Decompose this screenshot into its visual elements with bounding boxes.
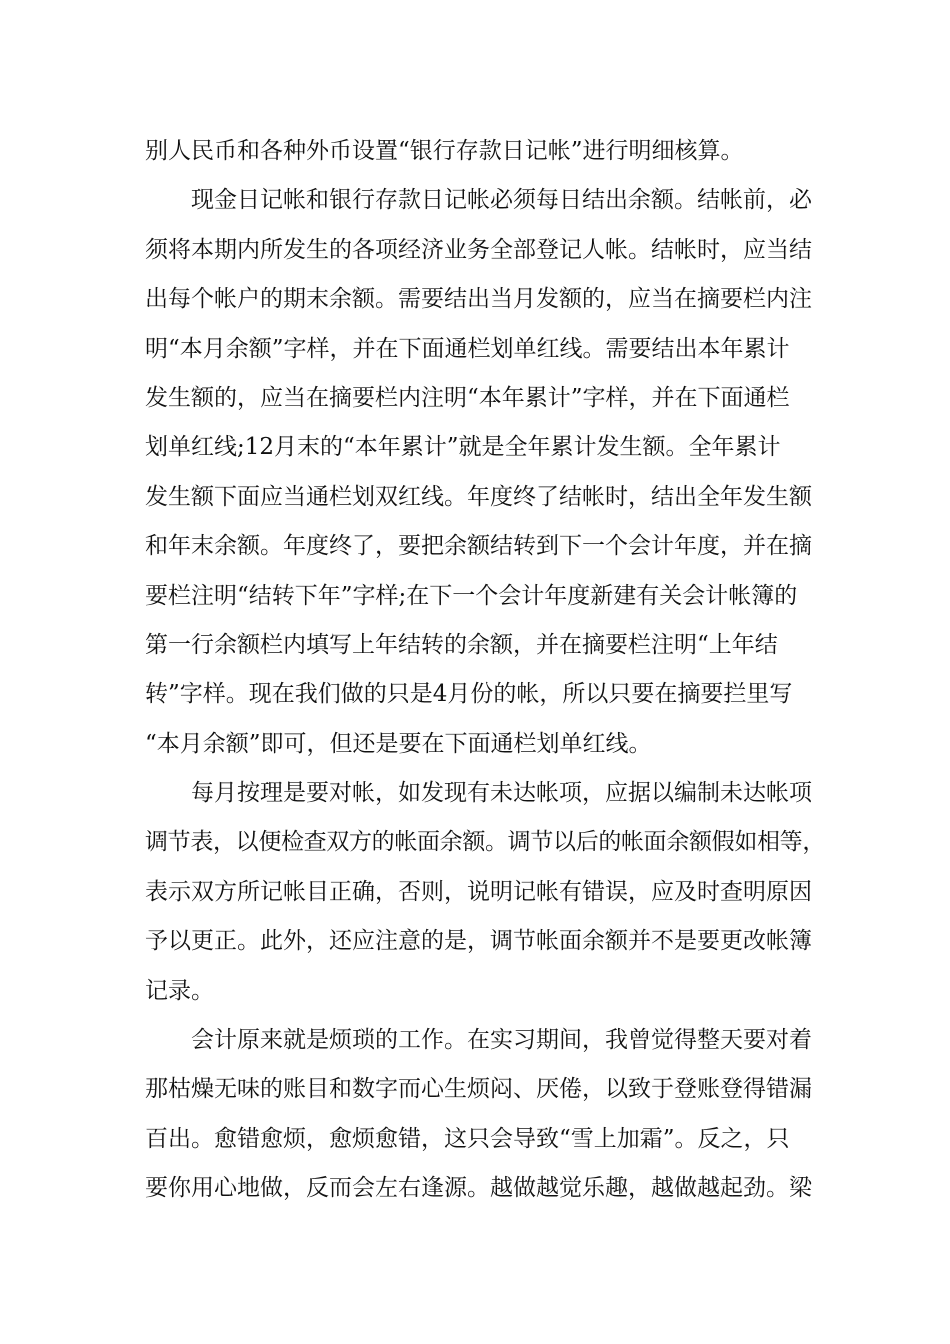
text-line: 明“本月余额”字样，并在下面通栏划单红线。需要结出本年累计: [145, 335, 790, 362]
text-line: 第一行余额栏内填写上年结转的余额，并在摘要栏注明“上年结: [145, 631, 778, 658]
paragraph-first-line: 每月按理是要对帐，如发现有未达帐项，应据以编制未达帐项: [191, 780, 812, 807]
text-line: 发生额下面应当通栏划双红线。年度终了结帐时，结出全年发生额: [145, 483, 812, 510]
text-line: 表示双方所记帐目正确，否则，说明记帐有错误，应及时查明原因: [145, 878, 812, 905]
paragraph-first-line: 会计原来就是烦琐的工作。在实习期间，我曾觉得整天要对着: [191, 1027, 812, 1054]
text-line: 别人民币和各种外币设置“银行存款日记帐”进行明细核算。: [145, 138, 744, 164]
text-line: 出每个帐户的期末余额。需要结出当月发额的，应当在摘要栏内注: [145, 286, 812, 313]
text-line: 和年末余额。年度终了，要把余额结转到下一个会计年度，并在摘: [145, 533, 812, 560]
text-line: 那枯燥无味的账目和数字而心生烦闷、厌倦，以致于登账登得错漏: [145, 1076, 812, 1103]
text-line: 予以更正。此外，还应注意的是，调节帐面余额并不是要更改帐簿: [145, 928, 812, 955]
text-line: 要栏注明“结转下年”字样;在下一个会计年度新建有关会计帐簿的: [145, 582, 798, 609]
text-line: 记录。: [145, 977, 214, 1004]
text-line: 划单红线;12月末的“本年累计”就是全年累计发生额。全年累计: [145, 434, 781, 461]
text-line: “本月余额”即可，但还是要在下面通栏划单红线。: [145, 730, 652, 757]
document-body: [145, 127, 825, 1214]
text-line: 转”字样。现在我们做的只是4月份的帐，所以只要在摘要拦里写: [145, 681, 793, 708]
text-line: 百出。愈错愈烦，愈烦愈错，这只会导致“雪上加霜”。反之，只: [145, 1125, 790, 1152]
text-line: 调节表，以便检查双方的帐面余额。调节以后的帐面余额假如相等，: [145, 829, 826, 856]
text-line: 要你用心地做，反而会左右逢源。越做越觉乐趣，越做越起劲。梁: [145, 1175, 812, 1202]
text-line: 发生额的，应当在摘要栏内注明“本年累计”字样，并在下面通栏: [145, 384, 790, 411]
text-line: 须将本期内所发生的各项经济业务全部登记人帐。结帐时，应当结: [145, 236, 812, 263]
paragraph-first-line: 现金日记帐和银行存款日记帐必须每日结出余额。结帐前，必: [191, 187, 812, 214]
